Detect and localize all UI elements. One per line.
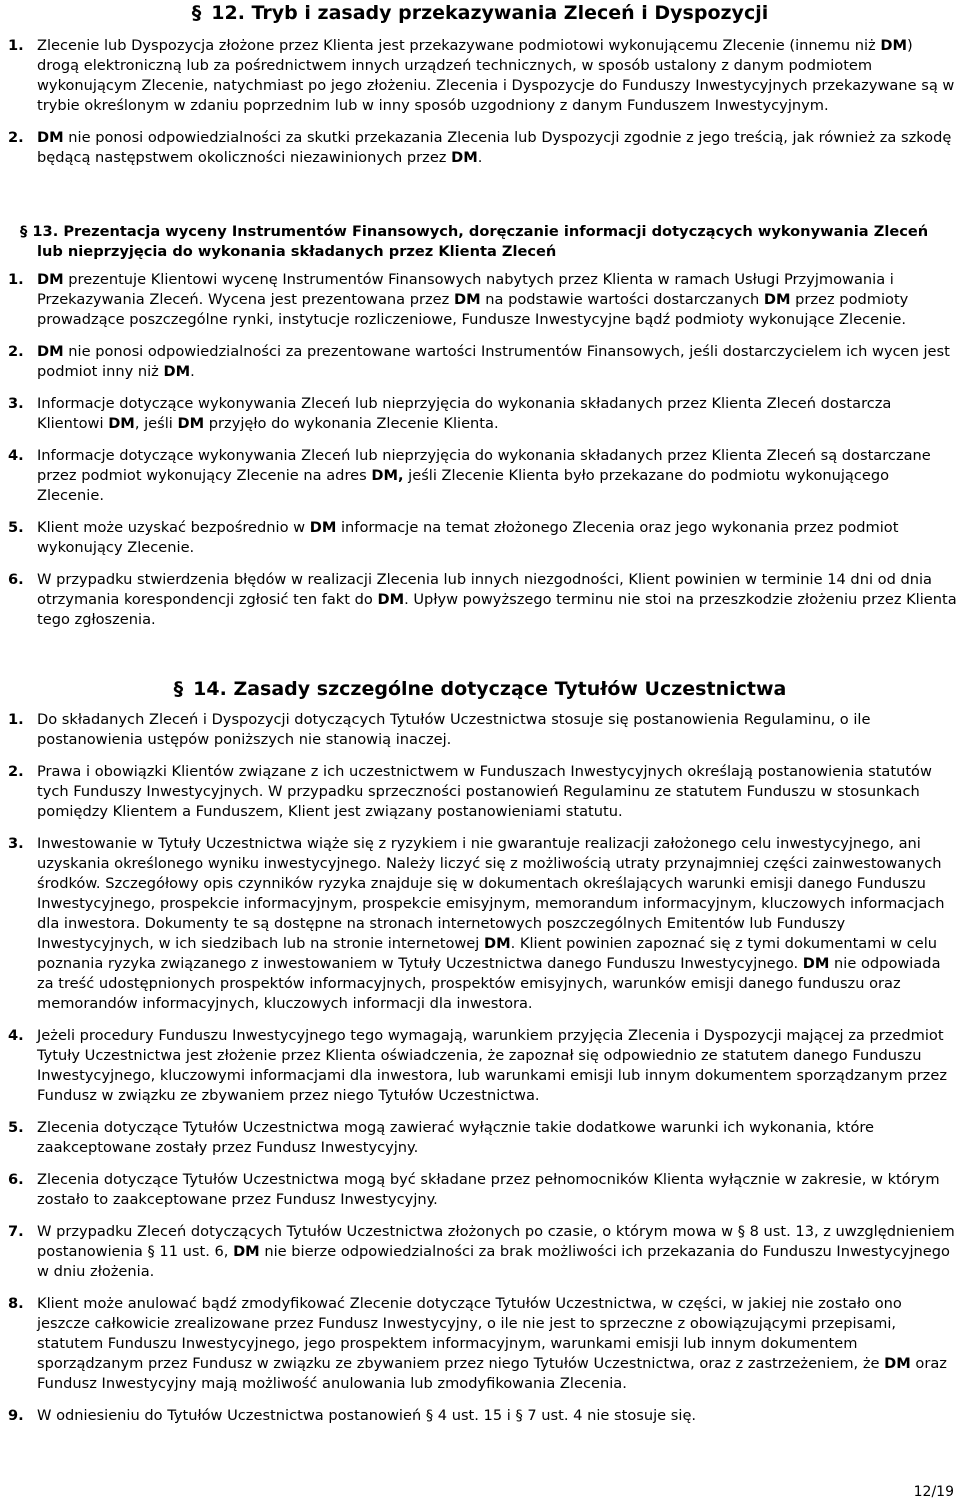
text-run: Informacje dotyczące wykonywania Zleceń lub nieprzyjęcia do wykonania składanych przez Klienta Zleceń są dostarczane przez podmiot wykonujący Zlecenie na adres	[37, 447, 931, 484]
list-item	[0, 1294, 958, 1394]
item-number: 1.	[8, 711, 24, 728]
item-text	[37, 571, 957, 628]
list-item	[0, 518, 958, 558]
item-number: 2.	[8, 129, 24, 146]
dm-abbreviation: DM	[880, 37, 907, 54]
text-run: oraz Fundusz Inwestycyjny mają możliwość anulowania lub zmodyfikowania Zlecenia.	[37, 1355, 947, 1392]
item-text	[37, 711, 870, 748]
section-13-items	[0, 270, 958, 630]
dm-abbreviation: DM	[451, 149, 478, 166]
item-text	[37, 395, 891, 432]
item-gap	[0, 1210, 958, 1222]
item-text	[37, 1171, 940, 1208]
item-text	[37, 271, 908, 328]
item-text	[37, 763, 932, 820]
item-gap	[0, 1282, 958, 1294]
text-run: Zlecenie lub Dyspozycja złożone przez Klienta jest przekazywane podmiotowi wykonującemu Zlecenie (innemu niż	[37, 37, 881, 54]
text-run: na podstawie wartości dostarczanych	[480, 291, 764, 308]
item-text	[37, 1119, 874, 1156]
item-text	[37, 519, 898, 556]
text-run: Informacje dotyczące wykonywania Zleceń lub nieprzyjęcia do wykonania składanych przez Klienta Zleceń dostarcza Klientowi	[37, 395, 892, 432]
page-number: 12/19	[913, 1484, 954, 1500]
item-number: 4.	[8, 1027, 24, 1044]
section-14-items	[0, 710, 958, 1426]
dm-abbreviation: DM	[108, 415, 135, 432]
item-gap	[0, 822, 958, 834]
dm-abbreviation: DM	[37, 271, 64, 288]
text-run: prezentuje Klientowi wycenę Instrumentów Finansowych nabytych przez Klienta w ramach Usługi Przyjmowania i Przekazywania Zleceń. Wycena jest prezentowana przez	[37, 271, 894, 308]
section-sign: §	[20, 223, 28, 240]
section-12-title-text: 12. Tryb i zasady przekazywania Zleceń i Dyspozycji	[211, 2, 769, 24]
item-gap	[0, 1394, 958, 1406]
item-number: 3.	[8, 395, 24, 412]
section-14-title-text: 14. Zasady szczególne dotyczące Tytułów Uczestnictwa	[193, 678, 787, 700]
item-gap	[0, 1014, 958, 1026]
list-item	[0, 270, 958, 330]
dm-abbreviation: DM	[177, 415, 205, 432]
item-number: 2.	[8, 763, 24, 780]
item-text	[37, 1223, 955, 1280]
text-run: nie bierze odpowiedzialności za brak możliwości ich przekazania do Funduszu Inwestycyjnego w dniu złożenia.	[37, 1243, 950, 1280]
dm-abbreviation: DM	[37, 343, 64, 360]
item-number: 8.	[8, 1295, 24, 1312]
list-item	[0, 128, 958, 168]
item-gap	[0, 330, 958, 342]
list-item	[0, 1222, 958, 1282]
section-12-title	[0, 0, 960, 26]
item-text	[37, 129, 951, 166]
item-number: 6.	[8, 571, 24, 588]
text-run: nie ponosi odpowiedzialności za skutki przekazania Zlecenia lub Dyspozycji zgodnie z jego treścią, jak również za szkodę będącą następstwem okoliczności niezawinionych przez	[37, 129, 952, 166]
list-item	[0, 710, 958, 750]
list-item	[0, 1026, 958, 1106]
text-run: jeśli Zlecenie Klienta było przekazane do podmiotu wykonującego Zlecenie.	[37, 467, 890, 504]
section-14-heading	[0, 676, 960, 702]
section-12	[0, 0, 960, 26]
text-run: Klient może anulować bądź zmodyfikować Zlecenie dotyczące Tytułów Uczestnictwa, w części, w jakiej nie zostało ono jeszcze całkowicie zrealizowane przez Fundusz Inwestycyjny, o ile nie jest to sprzeczne z obowiązującymi przepisami, statutem Funduszu Inwestycyjnego, jego prospektem informacyjnym, warunkami emisji lub innym dokumentem sporządzanym przez Fundusz w związku ze zbywaniem przez niego Tytułów Uczestnictwa, oraz z zastrzeżeniem, że	[37, 1295, 902, 1372]
list-item	[0, 762, 958, 822]
text-run: ) drogą elektroniczną lub za pośrednictwem innych urządzeń technicznych, w sposób ustalony z danym podmiotem wykonującym Zlecenie, natychmiast po jego złożeniu. Zlecenia i Dyspozycje do Funduszy Inwestycyjnych przekazywane są w trybie określonym w zdaniu poprzednim lub w inny sposób uzgodniony z danym Funduszem Inwestycyjnym.	[37, 37, 955, 114]
dm-abbreviation: DM	[884, 1355, 911, 1372]
item-number: 9.	[8, 1407, 24, 1424]
list-item	[0, 1118, 958, 1158]
item-gap	[0, 116, 958, 128]
list-item	[0, 570, 958, 630]
item-text	[37, 1027, 947, 1104]
item-text	[37, 447, 931, 504]
item-number: 7.	[8, 1223, 24, 1240]
list-item	[0, 36, 958, 116]
section-sign: §	[173, 678, 184, 700]
text-run: . Upływ powyższego terminu nie stoi na przeszkodzie złożeniu przez Klienta tego zgłoszenia.	[37, 591, 957, 628]
text-run: W odniesieniu do Tytułów Uczestnictwa postanowień § 4 ust. 15 i § 7 ust. 4 nie stosuje się.	[37, 1407, 697, 1424]
text-run: informacje na temat złożonego Zlecenia oraz jego wykonania przez podmiot wykonujący Zlecenie.	[37, 519, 899, 556]
item-number: 5.	[8, 519, 24, 536]
section-13-title-text: 13. Prezentacja wyceny Instrumentów Finansowych, doręczanie informacji dotyczących wykonywania Zleceń lub nieprzyjęcia do wykonania składanych przez Klienta Zleceń	[32, 223, 929, 260]
list-item	[0, 394, 958, 434]
item-text	[37, 343, 950, 380]
text-run: Klient może uzyskać bezpośrednio w	[37, 519, 310, 536]
text-run: przez podmioty prowadzące poszczególne rynki, instytucje rozliczeniowe, Fundusze Inwestycyjne bądź podmioty wykonujące Zlecenie.	[37, 291, 909, 328]
text-run: nie odpowiada za treść udostępnionych prospektów informacyjnych, prospektów emisyjnych, warunków emisji danego funduszu oraz memorandów informacyjnych, kluczowych informacji dla inwestora.	[37, 955, 941, 1012]
text-run: W przypadku stwierdzenia błędów w realizacji Zlecenia lub innych niezgodności, Klient powinien w terminie 14 dni od dnia otrzymania korespondencji zgłosić ten fakt do	[37, 571, 932, 608]
section-12-items	[0, 36, 958, 168]
item-gap	[0, 750, 958, 762]
item-text	[37, 835, 945, 1012]
text-run: W przypadku Zleceń dotyczących Tytułów Uczestnictwa złożonych po czasie, o którym mowa w § 8 ust. 13, z uwzględnieniem postanowienia § 11 ust. 6,	[37, 1223, 955, 1260]
dm-abbreviation: DM,	[371, 467, 404, 484]
item-number: 5.	[8, 1119, 24, 1136]
list-item	[0, 1406, 958, 1426]
item-text	[37, 1295, 947, 1392]
item-gap	[0, 1158, 958, 1170]
list-item	[0, 342, 958, 382]
dm-abbreviation: DM	[483, 935, 511, 952]
section-13-heading	[0, 222, 958, 262]
list-item	[0, 834, 958, 1014]
item-gap	[0, 1106, 958, 1118]
dm-abbreviation: DM	[163, 363, 191, 380]
dm-abbreviation: DM	[233, 1243, 260, 1260]
dm-abbreviation: DM	[377, 591, 405, 608]
text-run: nie ponosi odpowiedzialności za prezentowane wartości Instrumentów Finansowych, jeśli dostarczycielem ich wycen jest podmiot inny niż	[37, 343, 950, 380]
item-gap	[0, 434, 958, 446]
item-number: 6.	[8, 1171, 24, 1188]
list-item	[0, 1170, 958, 1210]
text-run: Prawa i obowiązki Klientów związane z ich uczestnictwem w Funduszach Inwestycyjnych określają postanowienia statutów tych Funduszy Inwestycyjnych. W przypadku sprzeczności postanowień Regulaminu ze statutem Funduszu w stosunkach pomiędzy Klientem a Funduszem, Klient jest związany postanowieniami statutu.	[37, 763, 932, 820]
text-run: .	[190, 363, 195, 380]
section-14-title	[0, 676, 960, 702]
item-number: 1.	[8, 271, 24, 288]
list-item	[0, 446, 958, 506]
item-number: 1.	[8, 37, 24, 54]
item-number: 2.	[8, 343, 24, 360]
text-run: . Klient powinien zapoznać się z tymi dokumentami w celu poznania ryzyka związanego z inwestowaniem w Tytuły Uczestnictwa danego Funduszu Inwestycyjnego.	[37, 935, 938, 972]
section-13-title	[0, 222, 958, 262]
item-text	[37, 1407, 696, 1424]
text-run: Zlecenia dotyczące Tytułów Uczestnictwa mogą zawierać wyłącznie takie dodatkowe warunki ich wykonania, które zaakceptowane zostały przez Fundusz Inwestycyjny.	[37, 1119, 875, 1156]
item-gap	[0, 506, 958, 518]
text-run: Zlecenia dotyczące Tytułów Uczestnictwa mogą być składane przez pełnomocników Klienta wyłącznie w zakresie, w którym zostało to zaakceptowane przez Fundusz Inwestycyjny.	[37, 1171, 940, 1208]
item-text	[37, 37, 954, 114]
dm-abbreviation: DM	[802, 955, 830, 972]
section-sign: §	[191, 2, 202, 24]
item-number: 4.	[8, 447, 24, 464]
dm-abbreviation: DM	[37, 129, 64, 146]
text-run: Inwestowanie w Tytuły Uczestnictwa wiąże się z ryzykiem i nie gwarantuje realizacji założonego celu inwestycyjnego, ani uzyskania określonego wyniku inwestycyjnego. Należy liczyć się z możliwością utraty przynajmniej części zainwestowanych środków. Szczegółowy opis czynników ryzyka znajduje się w dokumentach określających warunki emisji danego Funduszu Inwestycyjnego, prospekcie informacyjnym, prospekcie emisyjnym, memorandum informacyjnym, kluczowych informacjach dla inwestora. Dokumenty te są dostępne na stronach internetowych poszczególnych Emitentów lub Funduszy Inwestycyjnych, w ich siedzibach lub na stronie internetowej	[37, 835, 945, 952]
dm-abbreviation: DM	[309, 519, 337, 536]
text-run: .	[477, 149, 483, 166]
text-run: , jeśli	[134, 415, 178, 432]
item-number: 3.	[8, 835, 24, 852]
dm-abbreviation: DM	[453, 291, 481, 308]
text-run: przyjęło do wykonania Zlecenie Klienta.	[204, 415, 499, 432]
text-run: Jeżeli procedury Funduszu Inwestycyjnego tego wymagają, warunkiem przyjęcia Zlecenia i Dyspozycji mającej za przedmiot Tytuły Uczestnictwa jest złożenie przez Klienta oświadczenia, że zapoznał się odpowiednio ze statutem danego Funduszu Inwestycyjnego, kluczowymi informacjami dla inwestora, lub warunkami emisji lub innym dokumentem sporządzanym przez Fundusz w związku ze zbywaniem przez niego Tytułów Uczestnictwa.	[37, 1027, 947, 1104]
text-run: Do składanych Zleceń i Dyspozycji dotyczących Tytułów Uczestnictwa stosuje się postanowienia Regulaminu, o ile postanowienia ustępów poniższych nie stanowią inaczej.	[37, 711, 871, 748]
item-gap	[0, 558, 958, 570]
item-gap	[0, 382, 958, 394]
dm-abbreviation: DM	[763, 291, 791, 308]
